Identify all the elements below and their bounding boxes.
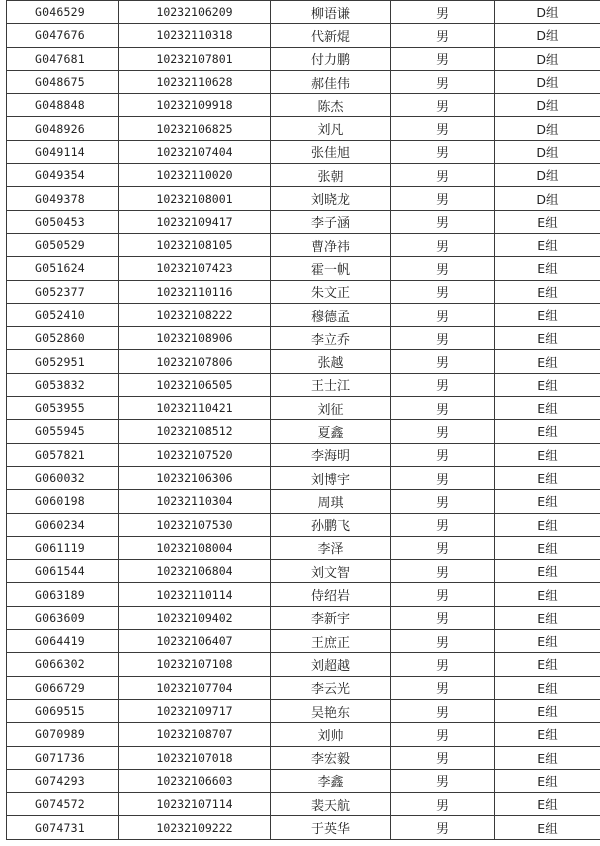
cell-name: 郝佳伟 (271, 70, 391, 93)
cell-gender: 男 (391, 653, 495, 676)
cell-candidate-id: G057821 (7, 443, 119, 466)
table-row (7, 210, 600, 233)
cell-gender: 男 (391, 397, 495, 420)
cell-student-number: 10232108707 (119, 723, 271, 746)
cell-student-number: 10232106209 (119, 1, 271, 24)
table-row (7, 24, 600, 47)
cell-candidate-id: G048848 (7, 94, 119, 117)
cell-student-number: 10232109402 (119, 606, 271, 629)
cell-name: 刘帅 (271, 723, 391, 746)
cell-student-number: 10232107114 (119, 793, 271, 816)
cell-group: D组 (495, 94, 600, 117)
table-row (7, 723, 600, 746)
cell-gender: 男 (391, 350, 495, 373)
cell-student-number: 10232106407 (119, 630, 271, 653)
cell-group: D组 (495, 1, 600, 24)
table-row (7, 117, 600, 140)
cell-student-number: 10232107806 (119, 350, 271, 373)
cell-group: E组 (495, 723, 600, 746)
cell-student-number: 10232107704 (119, 676, 271, 699)
cell-student-number: 10232109918 (119, 94, 271, 117)
cell-gender: 男 (391, 187, 495, 210)
cell-candidate-id: G053832 (7, 373, 119, 396)
cell-candidate-id: G050453 (7, 210, 119, 233)
table-row (7, 793, 600, 816)
cell-student-number: 10232107801 (119, 47, 271, 70)
table-row (7, 769, 600, 792)
cell-gender: 男 (391, 164, 495, 187)
cell-candidate-id: G053955 (7, 397, 119, 420)
cell-candidate-id: G049378 (7, 187, 119, 210)
cell-name: 李鑫 (271, 769, 391, 792)
cell-group: D组 (495, 187, 600, 210)
cell-name: 穆德孟 (271, 303, 391, 326)
cell-group: E组 (495, 350, 600, 373)
cell-group: E组 (495, 397, 600, 420)
cell-group: E组 (495, 536, 600, 559)
cell-name: 张越 (271, 350, 391, 373)
cell-student-number: 10232110116 (119, 280, 271, 303)
cell-gender: 男 (391, 303, 495, 326)
cell-student-number: 10232110304 (119, 490, 271, 513)
cell-gender: 男 (391, 94, 495, 117)
cell-group: D组 (495, 164, 600, 187)
table-row (7, 70, 600, 93)
cell-student-number: 10232107423 (119, 257, 271, 280)
table-row (7, 257, 600, 280)
table-row (7, 164, 600, 187)
cell-candidate-id: G061119 (7, 536, 119, 559)
cell-name: 王士江 (271, 373, 391, 396)
table-row (7, 373, 600, 396)
cell-group: E组 (495, 746, 600, 769)
cell-candidate-id: G049354 (7, 164, 119, 187)
cell-candidate-id: G060234 (7, 513, 119, 536)
cell-candidate-id: G051624 (7, 257, 119, 280)
table-row (7, 630, 600, 653)
table-row (7, 560, 600, 583)
cell-gender: 男 (391, 793, 495, 816)
cell-candidate-id: G060032 (7, 466, 119, 489)
cell-candidate-id: G048926 (7, 117, 119, 140)
cell-name: 夏鑫 (271, 420, 391, 443)
table-row (7, 140, 600, 163)
cell-candidate-id: G074293 (7, 769, 119, 792)
table-row (7, 303, 600, 326)
cell-name: 周琪 (271, 490, 391, 513)
cell-group: E组 (495, 630, 600, 653)
cell-group: E组 (495, 233, 600, 256)
cell-name: 朱文正 (271, 280, 391, 303)
table-row (7, 187, 600, 210)
cell-student-number: 10232108001 (119, 187, 271, 210)
cell-gender: 男 (391, 443, 495, 466)
cell-gender: 男 (391, 70, 495, 93)
table-row (7, 513, 600, 536)
table-row (7, 47, 600, 70)
cell-candidate-id: G071736 (7, 746, 119, 769)
cell-candidate-id: G069515 (7, 699, 119, 722)
cell-student-number: 10232106825 (119, 117, 271, 140)
cell-student-number: 10232107520 (119, 443, 271, 466)
cell-group: E组 (495, 606, 600, 629)
cell-candidate-id: G063609 (7, 606, 119, 629)
cell-group: E组 (495, 699, 600, 722)
cell-group: D组 (495, 117, 600, 140)
cell-group: E组 (495, 583, 600, 606)
cell-group: E组 (495, 280, 600, 303)
cell-group: E组 (495, 443, 600, 466)
cell-gender: 男 (391, 490, 495, 513)
cell-candidate-id: G052377 (7, 280, 119, 303)
cell-gender: 男 (391, 373, 495, 396)
cell-gender: 男 (391, 257, 495, 280)
cell-student-number: 10232108512 (119, 420, 271, 443)
cell-name: 刘晓龙 (271, 187, 391, 210)
cell-candidate-id: G074572 (7, 793, 119, 816)
cell-name: 付力鹏 (271, 47, 391, 70)
cell-gender: 男 (391, 47, 495, 70)
cell-group: E组 (495, 513, 600, 536)
cell-gender: 男 (391, 327, 495, 350)
cell-gender: 男 (391, 723, 495, 746)
cell-candidate-id: G074731 (7, 816, 119, 839)
cell-gender: 男 (391, 583, 495, 606)
cell-candidate-id: G046529 (7, 1, 119, 24)
cell-name: 李海明 (271, 443, 391, 466)
cell-name: 孙鹏飞 (271, 513, 391, 536)
cell-candidate-id: G055945 (7, 420, 119, 443)
cell-candidate-id: G050529 (7, 233, 119, 256)
cell-gender: 男 (391, 513, 495, 536)
table-row (7, 397, 600, 420)
cell-student-number: 10232107404 (119, 140, 271, 163)
cell-name: 李立乔 (271, 327, 391, 350)
cell-student-number: 10232106306 (119, 466, 271, 489)
cell-name: 吴艳东 (271, 699, 391, 722)
table-row (7, 606, 600, 629)
cell-name: 张朝 (271, 164, 391, 187)
cell-candidate-id: G052860 (7, 327, 119, 350)
table-row (7, 653, 600, 676)
table-row (7, 490, 600, 513)
cell-group: E组 (495, 816, 600, 839)
cell-candidate-id: G066302 (7, 653, 119, 676)
cell-name: 霍一帆 (271, 257, 391, 280)
cell-candidate-id: G064419 (7, 630, 119, 653)
cell-gender: 男 (391, 536, 495, 559)
cell-group: D组 (495, 24, 600, 47)
cell-name: 王庶正 (271, 630, 391, 653)
table-row (7, 746, 600, 769)
cell-candidate-id: G049114 (7, 140, 119, 163)
cell-student-number: 10232107108 (119, 653, 271, 676)
cell-name: 刘征 (271, 397, 391, 420)
table-row (7, 327, 600, 350)
table-row (7, 350, 600, 373)
cell-student-number: 10232110421 (119, 397, 271, 420)
cell-name: 于英华 (271, 816, 391, 839)
cell-student-number: 10232108105 (119, 233, 271, 256)
cell-gender: 男 (391, 210, 495, 233)
cell-name: 裴天航 (271, 793, 391, 816)
cell-name: 刘凡 (271, 117, 391, 140)
cell-candidate-id: G047681 (7, 47, 119, 70)
table-row (7, 443, 600, 466)
table-row (7, 699, 600, 722)
cell-gender: 男 (391, 466, 495, 489)
cell-candidate-id: G047676 (7, 24, 119, 47)
cell-group: E组 (495, 327, 600, 350)
cell-gender: 男 (391, 140, 495, 163)
cell-student-number: 10232106603 (119, 769, 271, 792)
cell-gender: 男 (391, 117, 495, 140)
cell-student-number: 10232107018 (119, 746, 271, 769)
cell-student-number: 10232108222 (119, 303, 271, 326)
cell-candidate-id: G060198 (7, 490, 119, 513)
cell-name: 李泽 (271, 536, 391, 559)
cell-name: 刘博宇 (271, 466, 391, 489)
cell-group: E组 (495, 676, 600, 699)
cell-student-number: 10232107530 (119, 513, 271, 536)
cell-group: E组 (495, 257, 600, 280)
cell-group: E组 (495, 373, 600, 396)
cell-gender: 男 (391, 816, 495, 839)
cell-student-number: 10232110318 (119, 24, 271, 47)
cell-gender: 男 (391, 1, 495, 24)
cell-group: D组 (495, 47, 600, 70)
cell-gender: 男 (391, 769, 495, 792)
cell-candidate-id: G066729 (7, 676, 119, 699)
cell-student-number: 10232109417 (119, 210, 271, 233)
table-row (7, 466, 600, 489)
cell-name: 刘超越 (271, 653, 391, 676)
cell-name: 曹净祎 (271, 233, 391, 256)
cell-name: 李子涵 (271, 210, 391, 233)
cell-group: E组 (495, 490, 600, 513)
cell-student-number: 10232106505 (119, 373, 271, 396)
table-row (7, 583, 600, 606)
roster-table-body (7, 1, 600, 840)
cell-candidate-id: G052410 (7, 303, 119, 326)
cell-name: 陈杰 (271, 94, 391, 117)
cell-name: 侍绍岩 (271, 583, 391, 606)
table-row (7, 816, 600, 839)
cell-gender: 男 (391, 699, 495, 722)
cell-group: E组 (495, 793, 600, 816)
table-row (7, 1, 600, 24)
cell-group: E组 (495, 303, 600, 326)
cell-student-number: 10232110020 (119, 164, 271, 187)
cell-student-number: 10232108004 (119, 536, 271, 559)
cell-student-number: 10232108906 (119, 327, 271, 350)
table-row (7, 233, 600, 256)
cell-gender: 男 (391, 24, 495, 47)
table-row (7, 420, 600, 443)
cell-gender: 男 (391, 280, 495, 303)
table-row (7, 94, 600, 117)
cell-student-number: 10232110628 (119, 70, 271, 93)
cell-gender: 男 (391, 560, 495, 583)
cell-group: E组 (495, 653, 600, 676)
cell-student-number: 10232106804 (119, 560, 271, 583)
cell-candidate-id: G061544 (7, 560, 119, 583)
cell-group: E组 (495, 420, 600, 443)
cell-student-number: 10232110114 (119, 583, 271, 606)
cell-name: 柳语谦 (271, 1, 391, 24)
cell-candidate-id: G052951 (7, 350, 119, 373)
cell-group: D组 (495, 70, 600, 93)
cell-name: 刘文智 (271, 560, 391, 583)
table-row (7, 536, 600, 559)
cell-student-number: 10232109717 (119, 699, 271, 722)
table-row (7, 280, 600, 303)
cell-name: 李新宇 (271, 606, 391, 629)
cell-name: 代新焜 (271, 24, 391, 47)
cell-student-number: 10232109222 (119, 816, 271, 839)
cell-name: 张佳旭 (271, 140, 391, 163)
cell-group: E组 (495, 560, 600, 583)
cell-group: E组 (495, 210, 600, 233)
cell-candidate-id: G070989 (7, 723, 119, 746)
cell-gender: 男 (391, 676, 495, 699)
roster-table (6, 0, 600, 840)
table-row (7, 676, 600, 699)
cell-gender: 男 (391, 630, 495, 653)
cell-name: 李云光 (271, 676, 391, 699)
cell-gender: 男 (391, 746, 495, 769)
cell-group: E组 (495, 769, 600, 792)
cell-candidate-id: G048675 (7, 70, 119, 93)
cell-name: 李宏毅 (271, 746, 391, 769)
cell-candidate-id: G063189 (7, 583, 119, 606)
cell-gender: 男 (391, 233, 495, 256)
cell-gender: 男 (391, 420, 495, 443)
cell-group: E组 (495, 466, 600, 489)
cell-group: D组 (495, 140, 600, 163)
cell-gender: 男 (391, 606, 495, 629)
